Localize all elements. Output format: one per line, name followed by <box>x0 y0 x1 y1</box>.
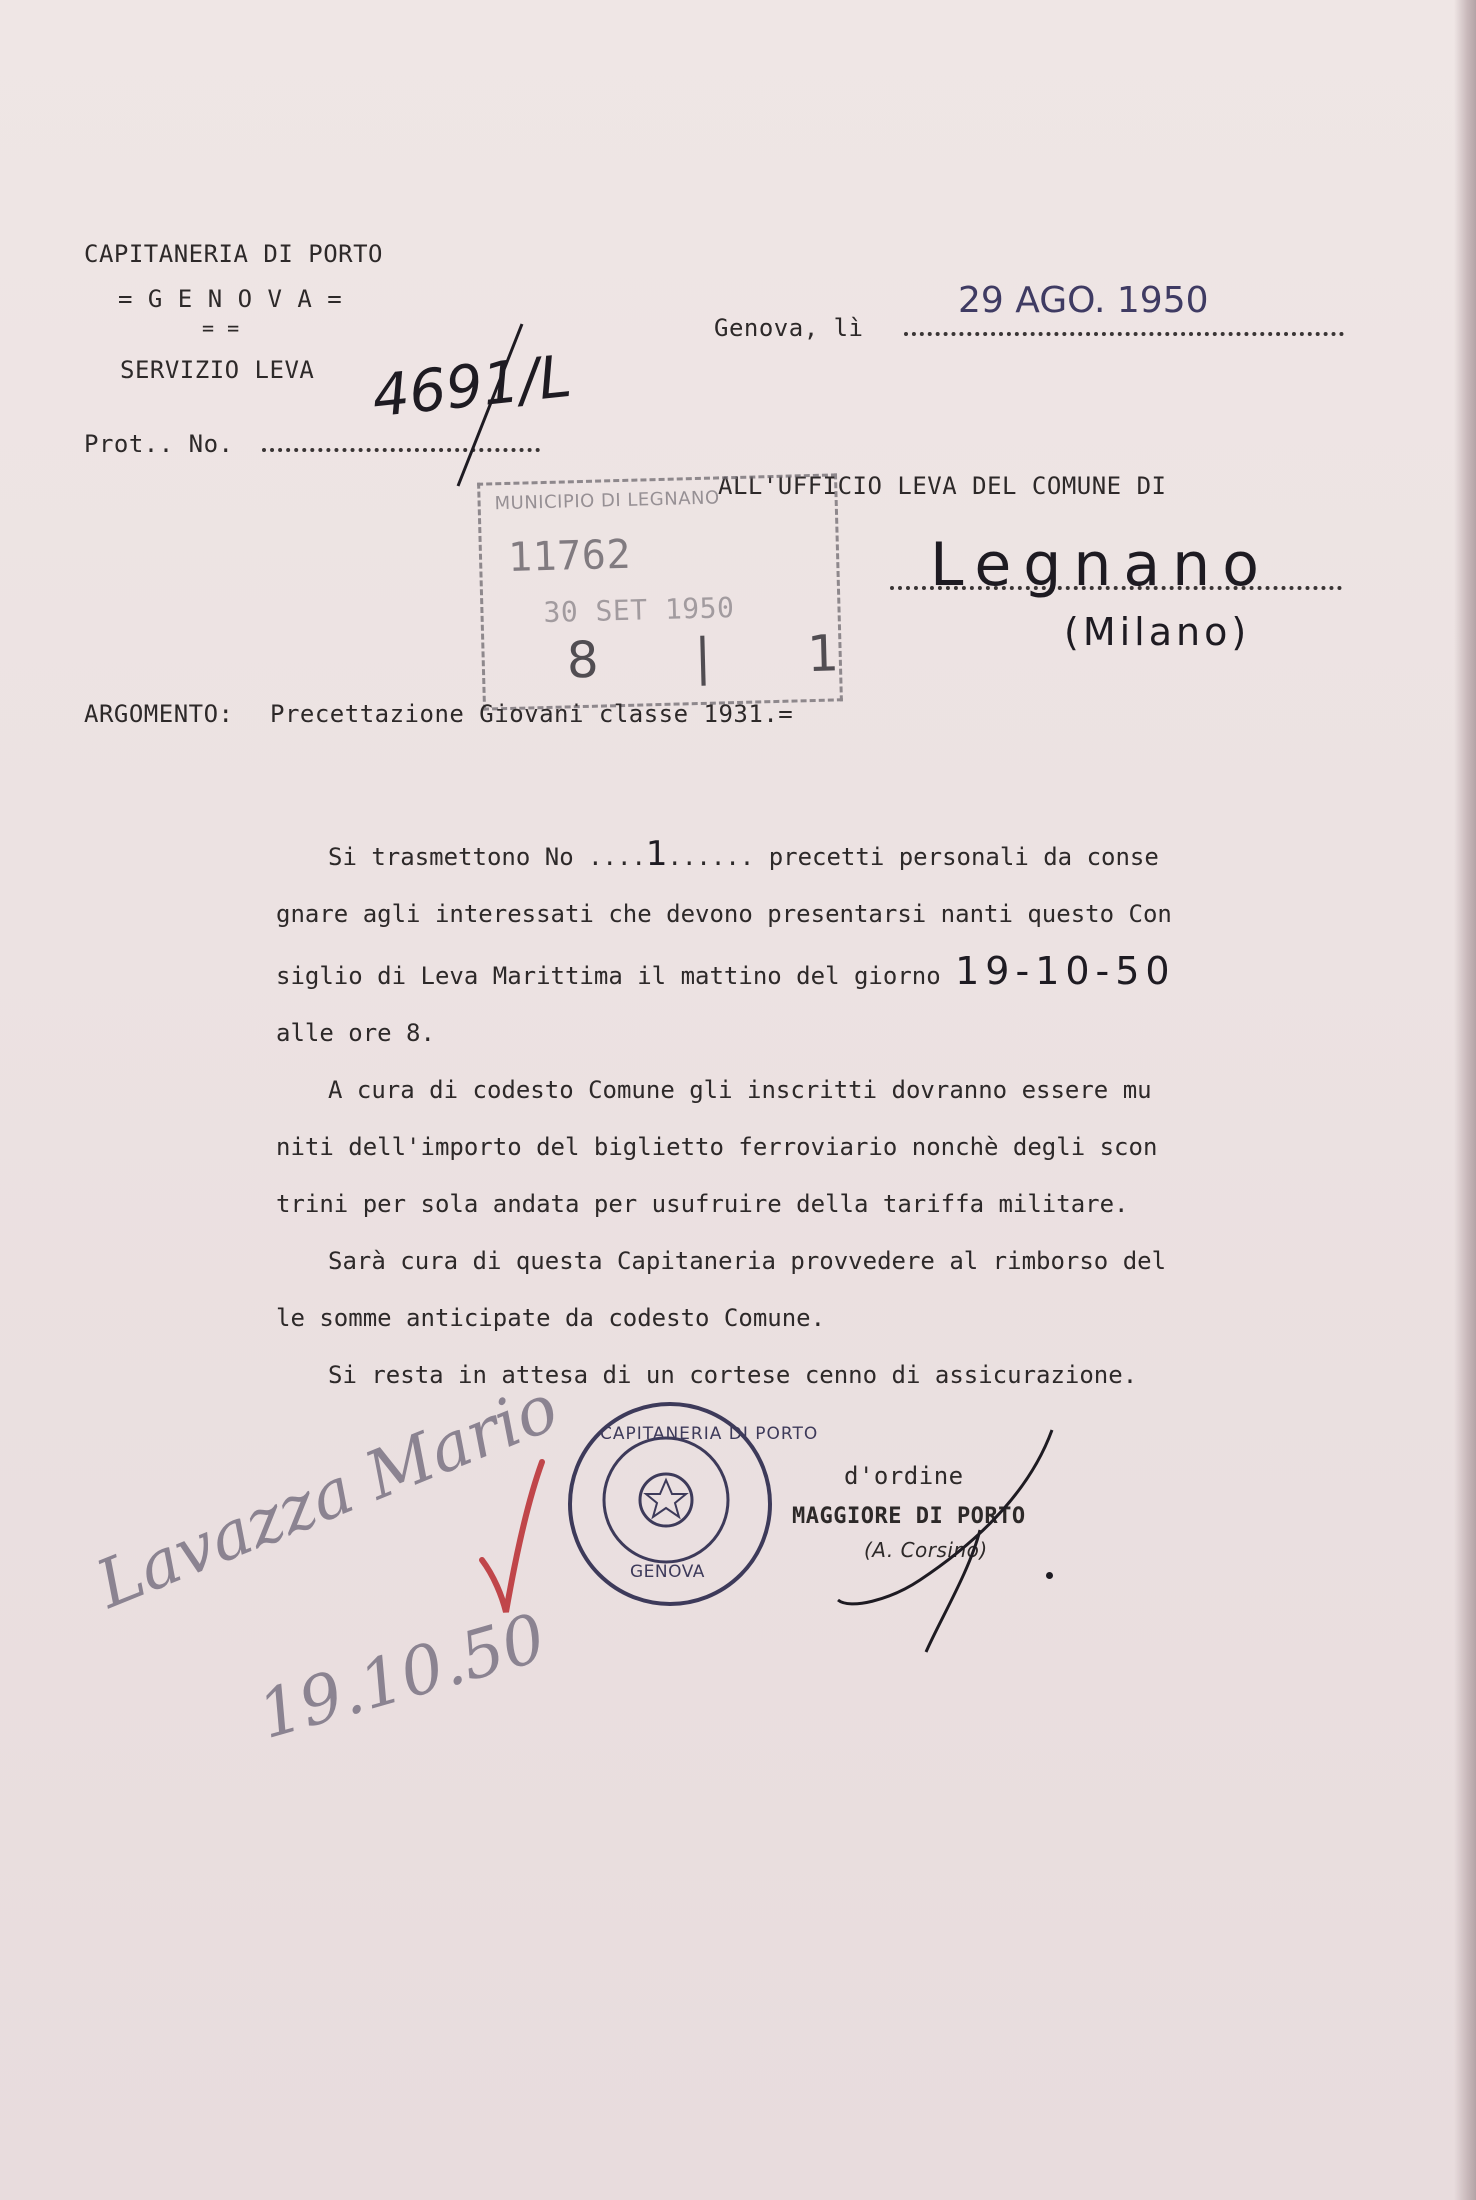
body-line-2: gnare agli interessati che devono presentarsi nanti questo Con <box>276 900 1172 928</box>
body-line-4: alle ore 8. <box>276 1019 435 1047</box>
prot-slash-stroke <box>450 320 530 490</box>
office-line2: = G E N O V A = <box>118 285 343 313</box>
office-line1: CAPITANERIA DI PORTO <box>84 240 383 268</box>
signature-line1: d'ordine <box>844 1462 964 1490</box>
red-checkmark <box>476 1456 546 1616</box>
subject-label: ARGOMENTO: <box>84 700 234 728</box>
ink-dot <box>1046 1572 1053 1579</box>
body-p1-line3: siglio di Leva Marittima il mattino del giorno <box>276 962 941 990</box>
body-line-7: trini per sola andata per usufruire della tariffa militare. <box>276 1190 1129 1218</box>
pencil-note-name: Lavazza Mario <box>86 1368 569 1624</box>
body-line-10: Si resta in attesa di un cortese cenno di assicurazione. <box>328 1361 1138 1389</box>
body-line-6: niti dell'importo del biglietto ferroviario nonchè degli scon <box>276 1133 1158 1161</box>
body-line-9: le somme anticipate da codesto Comune. <box>276 1304 826 1332</box>
body-line-5: A cura di codesto Comune gli inscritti dovranno essere mu <box>328 1076 1152 1104</box>
body-line-8: Sarà cura di questa Capitaneria provvedere al rimborso del <box>328 1247 1167 1275</box>
office-line3: = = <box>202 316 240 340</box>
signature-title: MAGGIORE DI PORTO <box>792 1504 1026 1529</box>
prot-number: 4691/L <box>368 341 575 431</box>
received-stamp-annotation: 8 | 1 <box>566 623 880 690</box>
subject-text: Precettazione Giovani classe 1931.= <box>270 700 794 728</box>
body-line-3 <box>276 943 1346 1005</box>
recipient-province: (Milano) <box>1064 610 1251 654</box>
signature-name: (A. Corsino) <box>864 1538 988 1562</box>
paper-edge-shadow <box>1454 0 1476 2200</box>
body-p1-count: 1 <box>645 834 668 874</box>
recipient-city: Legnano <box>930 530 1271 600</box>
place-label: Genova, lì <box>714 314 864 342</box>
body-p1-date: 19-10-50 <box>955 949 1176 993</box>
prot-label: Prot.. No. <box>84 430 234 458</box>
received-stamp <box>477 473 880 710</box>
received-stamp-title: MUNICIPIO DI LEGNANO <box>494 487 720 515</box>
date-dots <box>904 332 1344 336</box>
body-p1-b: precetti personali da conse <box>768 843 1159 871</box>
letter-body <box>276 826 1346 1404</box>
recipient-line1: ALL'UFFICIO LEVA DEL COMUNE DI <box>718 472 1167 500</box>
seal-city: GENOVA <box>630 1562 705 1582</box>
received-stamp-date: 30 SET 1950 <box>543 591 735 630</box>
body-line-1: Si trasmettono No ....1...... precetti personali da conse <box>328 834 1159 874</box>
pencil-note-date: 19.10.50 <box>250 1598 554 1755</box>
received-stamp-number: 11762 <box>507 531 632 581</box>
office-line4: SERVIZIO LEVA <box>120 356 315 384</box>
capitaneria-seal <box>568 1402 819 1606</box>
seal-text: CAPITANERIA DI PORTO <box>600 1424 819 1444</box>
date-stamp: 29 AGO. 1950 <box>958 280 1209 321</box>
handwritten-signature <box>830 1420 1070 1660</box>
body-p1-a: Si trasmettono No <box>328 843 574 871</box>
